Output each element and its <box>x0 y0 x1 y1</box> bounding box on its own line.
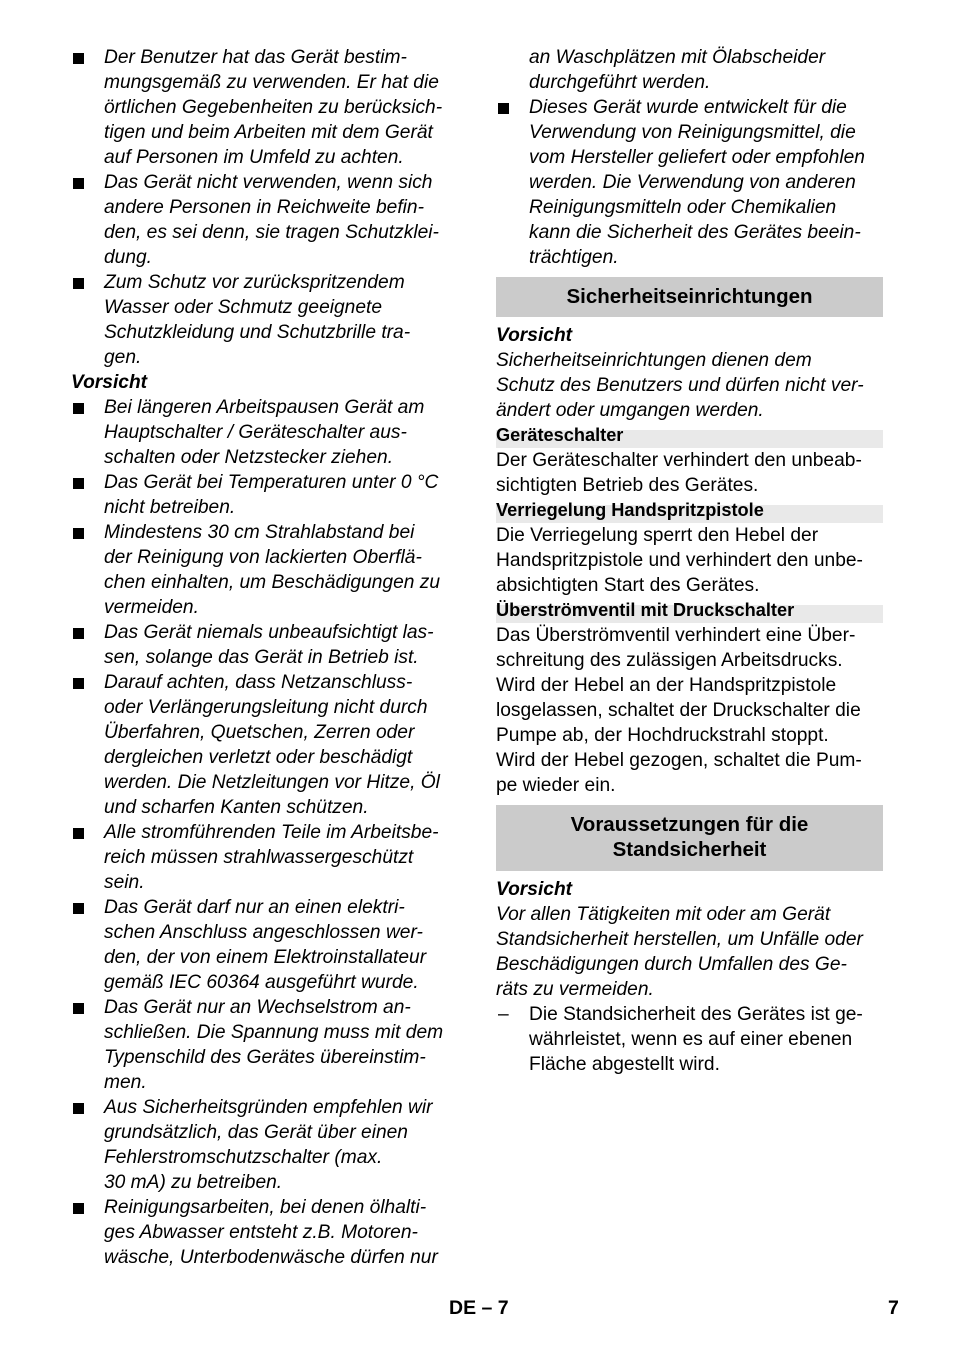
list-item <box>71 520 459 620</box>
text-line: Das Überströmventil verhindert eine Über- <box>496 625 856 646</box>
list-item <box>71 670 459 820</box>
text-line: Der Benutzer hat das Gerät bestim- <box>104 47 407 68</box>
list-item <box>71 45 459 170</box>
list-item <box>71 820 459 895</box>
square-bullet-icon <box>73 53 84 64</box>
dash-bullet: – <box>498 1004 509 1025</box>
text-line: Dieses Gerät wurde entwickelt für die <box>529 97 847 118</box>
text-line: losgelassen, schaltet der Druckschalter die <box>496 700 861 721</box>
text-line: vermeiden. <box>104 597 199 618</box>
text-line: Das Gerät nur an Wechselstrom an- <box>104 997 411 1018</box>
caution-label: Vorsicht <box>71 372 148 393</box>
caution-text <box>496 902 883 1002</box>
text-line: werden. Die Netzleitungen vor Hitze, Öl <box>104 772 440 793</box>
section-heading: Sicherheitseinrichtungen <box>496 277 883 317</box>
text-line: werden. Die Verwendung von anderen <box>529 172 856 193</box>
text-line: auf Personen im Umfeld zu achten. <box>104 147 404 168</box>
text-line: gen. <box>104 347 142 368</box>
list-item <box>71 170 459 270</box>
text-line: Überfahren, Quetschen, Zerren oder <box>104 722 415 743</box>
text-line: Wasser oder Schmutz geeignete <box>104 297 383 318</box>
text-line: nicht betreiben. <box>104 497 236 518</box>
square-bullet-icon <box>73 1003 84 1014</box>
right-column <box>496 45 883 1077</box>
text-line: Darauf achten, dass Netzanschluss- <box>104 672 413 693</box>
footer-section-page: DE – 7 <box>449 1297 509 1319</box>
text-line: Pumpe ab, der Hochdruckstrahl stoppt. <box>496 725 829 746</box>
list-item <box>496 95 883 270</box>
text-line: Die Verriegelung sperrt den Hebel der <box>496 525 819 546</box>
text-line: und scharfen Kanten schützen. <box>104 797 369 818</box>
list-item <box>71 1195 459 1270</box>
text-line: schen Anschluss angeschlossen wer- <box>104 922 423 943</box>
text-line: andere Personen in Reichweite befin- <box>104 197 424 218</box>
bullet-list <box>71 395 459 1270</box>
text-line: schließen. Die Spannung muss mit dem <box>104 1022 444 1043</box>
text-line: sein. <box>104 872 145 893</box>
dash-list <box>496 1002 883 1077</box>
square-bullet-icon <box>498 103 509 114</box>
text-line: Fehlerstromschutzschalter (max. <box>104 1147 383 1168</box>
text-line: Fläche abgestellt wird. <box>529 1054 720 1075</box>
text-line: Sicherheitseinrichtungen dienen dem <box>496 350 812 371</box>
section-heading <box>496 805 883 871</box>
bullet-list <box>71 45 459 370</box>
page-footer <box>0 1297 954 1323</box>
text-line: Handspritzpistole und verhindert den unbe- <box>496 550 863 571</box>
square-bullet-icon <box>73 278 84 289</box>
text-line: schalten oder Netzstecker ziehen. <box>104 447 394 468</box>
text-line: grundsätzlich, das Gerät über einen <box>104 1122 408 1143</box>
text-line: sichtigten Betrieb des Gerätes. <box>496 475 759 496</box>
square-bullet-icon <box>73 478 84 489</box>
text-line: chen einhalten, um Beschädigungen zu <box>104 572 441 593</box>
square-bullet-icon <box>73 1203 84 1214</box>
text-line: räts zu vermeiden. <box>496 979 654 1000</box>
text-line: Zum Schutz vor zurückspritzendem <box>104 272 405 293</box>
square-bullet-icon <box>73 178 84 189</box>
text-line: reich müssen strahlwassergeschützt <box>104 847 414 868</box>
text-line: Der Geräteschalter verhindert den unbeab- <box>496 450 862 471</box>
text-line: ges Abwasser entsteht z.B. Motoren- <box>104 1222 418 1243</box>
left-column <box>71 45 459 1270</box>
list-item <box>71 1095 459 1195</box>
text-line: Aus Sicherheitsgründen empfehlen wir <box>104 1097 433 1118</box>
text-line: Alle stromführenden Teile im Arbeitsbe- <box>104 822 439 843</box>
list-item <box>496 1002 883 1077</box>
text-line: absichtigten Start des Gerätes. <box>496 575 760 596</box>
text-line: ändert oder umgangen werden. <box>496 400 764 421</box>
text-line: Das Gerät darf nur an einen elektri- <box>104 897 405 918</box>
text-line: mungsgemäß zu verwenden. Er hat die <box>104 72 439 93</box>
list-item <box>71 995 459 1095</box>
text-line: örtlichen Gegebenheiten zu berücksich- <box>104 97 443 118</box>
square-bullet-icon <box>73 828 84 839</box>
square-bullet-icon <box>73 678 84 689</box>
section-heading-line: Standsicherheit <box>612 838 767 861</box>
text-line: pe wieder ein. <box>496 775 616 796</box>
text-line: Die Standsicherheit des Gerätes ist ge- <box>529 1004 863 1025</box>
text-line: dergleichen verletzt oder beschädigt <box>104 747 413 768</box>
text-line: Standsicherheit herstellen, um Unfälle oder <box>496 929 863 950</box>
caution-label: Vorsicht <box>496 325 573 346</box>
list-item <box>71 270 459 370</box>
text-line: Bei längeren Arbeitspausen Gerät am <box>104 397 425 418</box>
text-line: gemäß IEC 60364 ausgeführt wurde. <box>104 972 419 993</box>
subsection-heading: Geräteschalter <box>496 423 883 448</box>
subsection-heading: Verriegelung Handspritzpistole <box>496 498 883 523</box>
caution-text <box>496 348 883 423</box>
text-line: Typenschild des Gerätes übereinstim- <box>104 1047 426 1068</box>
text-line: Hauptschalter / Geräteschalter aus- <box>104 422 407 443</box>
section-heading-line: Voraussetzungen für die <box>570 813 809 836</box>
text-line: dung. <box>104 247 153 268</box>
text-line: der Reinigung von lackierten Oberflä- <box>104 547 422 568</box>
text-line: Wird der Hebel an der Handspritzpistole <box>496 675 837 696</box>
text-line: durchgeführt werden. <box>529 72 711 93</box>
text-line: Wird der Hebel gezogen, schaltet die Pum- <box>496 750 862 771</box>
text-line: wäsche, Unterbodenwäsche dürfen nur <box>104 1247 438 1268</box>
square-bullet-icon <box>73 628 84 639</box>
text-line: Das Gerät bei Temperaturen unter 0 °C <box>104 472 439 493</box>
text-line: den, der von einem Elektroinstallateur <box>104 947 427 968</box>
list-item <box>71 620 459 670</box>
list-item-continuation <box>496 45 883 95</box>
square-bullet-icon <box>73 1103 84 1114</box>
list-item <box>71 395 459 470</box>
text-line: an Waschplätzen mit Ölabscheider <box>529 47 826 68</box>
subsection-list <box>496 423 883 798</box>
text-line: Schutzkleidung und Schutzbrille tra- <box>104 322 411 343</box>
text-line: kann die Sicherheit des Gerätes beein- <box>529 222 861 243</box>
square-bullet-icon <box>73 903 84 914</box>
text-line: schreitung des zulässigen Arbeitsdrucks. <box>496 650 843 671</box>
caution-label: Vorsicht <box>496 879 573 900</box>
text-line: den, es sei denn, sie tragen Schutzklei- <box>104 222 439 243</box>
text-line: oder Verlängerungsleitung nicht durch <box>104 697 428 718</box>
subsection-heading: Überströmventil mit Druckschalter <box>496 598 883 623</box>
text-line: tigen und beim Arbeiten mit dem Gerät <box>104 122 433 143</box>
text-line: trächtigen. <box>529 247 619 268</box>
text-line: Beschädigungen durch Umfallen des Ge- <box>496 954 847 975</box>
list-item <box>71 895 459 995</box>
text-line: vom Hersteller geliefert oder empfohlen <box>529 147 865 168</box>
text-line: Vor allen Tätigkeiten mit oder am Gerät <box>496 904 831 925</box>
square-bullet-icon <box>73 528 84 539</box>
text-line: Reinigungsmitteln oder Chemikalien <box>529 197 837 218</box>
text-line: Verwendung von Reinigungsmittel, die <box>529 122 856 143</box>
text-line: Reinigungsarbeiten, bei denen ölhalti- <box>104 1197 427 1218</box>
text-line: Schutz des Benutzers und dürfen nicht ver- <box>496 375 864 396</box>
page-number: 7 <box>888 1297 899 1319</box>
text-line: Mindestens 30 cm Strahlabstand bei <box>104 522 415 543</box>
text-line: Das Gerät niemals unbeaufsichtigt las- <box>104 622 434 643</box>
square-bullet-icon <box>73 403 84 414</box>
text-line: sen, solange das Gerät in Betrieb ist. <box>104 647 419 668</box>
text-line: Das Gerät nicht verwenden, wenn sich <box>104 172 433 193</box>
bullet-list <box>496 95 883 270</box>
text-line: währleistet, wenn es auf einer ebenen <box>529 1029 853 1050</box>
list-item <box>71 470 459 520</box>
text-line: 30 mA) zu betreiben. <box>104 1172 283 1193</box>
text-line: men. <box>104 1072 147 1093</box>
